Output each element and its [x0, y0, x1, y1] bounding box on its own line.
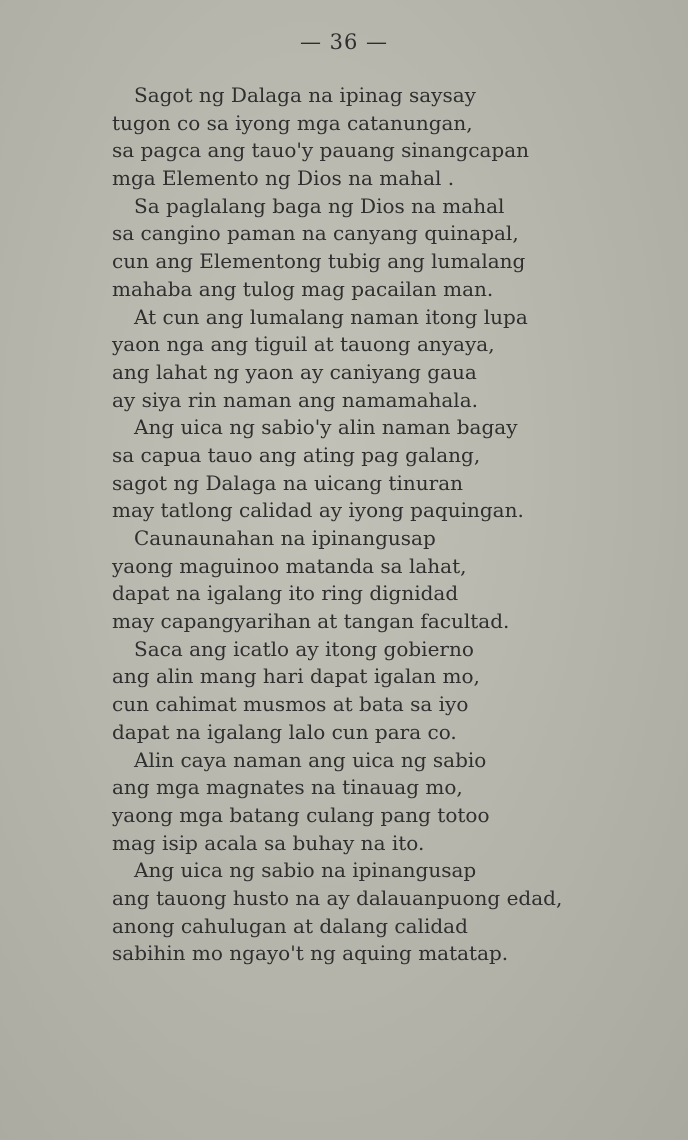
stanza	[0, 414, 688, 525]
poem-line: Sa paglalang baga ng Dios na mahal	[134, 193, 505, 218]
poem-line: Caunaunahan na ipinangusap	[134, 526, 436, 550]
page-number: — 36 —	[299, 30, 389, 54]
poem-line: Sagot ng Dalaga na ipinag saysay	[134, 83, 476, 107]
poem-line: yaon nga ang tiguil at tauong anyaya,	[112, 332, 495, 357]
poem-line: tugon co sa iyong mga catanungan,	[112, 110, 473, 135]
poem-line: sa pagca ang tauo'y pauang sinangcapan	[112, 138, 530, 163]
poem-line: yaong mga batang culang pang totoo	[112, 802, 490, 827]
poem-line: sabihin mo ngayo't ng aquing matatap.	[112, 941, 509, 966]
poem-line: sagot ng Dalaga na uicang tinuran	[112, 470, 463, 495]
stanza	[0, 747, 688, 858]
stanza	[0, 857, 688, 968]
poem-line: ang alin mang hari dapat igalan mo,	[112, 664, 480, 689]
poem-line: dapat na igalang ito ring dignidad	[112, 581, 459, 606]
poem-line: ang mga magnates na tinauag mo,	[112, 775, 463, 800]
poem-line: cun cahimat musmos at bata sa iyo	[112, 692, 469, 717]
poem-line: Alin caya naman ang uica ng sabio	[134, 747, 487, 772]
stanza	[0, 82, 688, 193]
poem-line: ang tauong husto na ay dalauanpuong edad,	[112, 885, 563, 910]
stanza	[0, 304, 688, 415]
poem-line: ang lahat ng yaon ay caniyang gaua	[112, 359, 477, 384]
poem-line: Saca ang icatlo ay itong gobierno	[134, 636, 474, 661]
poem-line: dapat na igalang lalo cun para co.	[112, 719, 457, 744]
stanza	[0, 636, 688, 747]
poem-line: cun ang Elementong tubig ang lumalang	[112, 249, 526, 274]
poem-line: Ang uica ng sabio'y alin naman bagay	[134, 415, 518, 440]
poem-line: may capangyarihan at tangan facultad.	[112, 609, 510, 634]
poem-line: mag isip acala sa buhay na ito.	[112, 830, 425, 855]
poem-line: anong cahulugan at dalang calidad	[112, 913, 468, 938]
poem-line: may tatlong calidad ay iyong paquingan.	[112, 498, 524, 523]
poem-line: Ang uica ng sabio na ipinangusap	[134, 858, 477, 883]
poem-line: yaong maguinoo matanda sa lahat,	[112, 553, 467, 578]
poem-line: sa capua tauo ang ating pag galang,	[112, 442, 481, 467]
poem-text	[0, 82, 688, 968]
poem-line: mga Elemento ng Dios na mahal .	[112, 166, 455, 191]
poem-line: mahaba ang tulog mag pacailan man.	[112, 276, 494, 301]
poem-line: ay siya rin naman ang namamahala.	[112, 387, 478, 412]
stanza	[0, 525, 688, 636]
poem-line: sa cangino paman na canyang quinapal,	[112, 221, 519, 246]
poem-line: At cun ang lumalang naman itong lupa	[134, 304, 528, 329]
stanza	[0, 193, 688, 304]
